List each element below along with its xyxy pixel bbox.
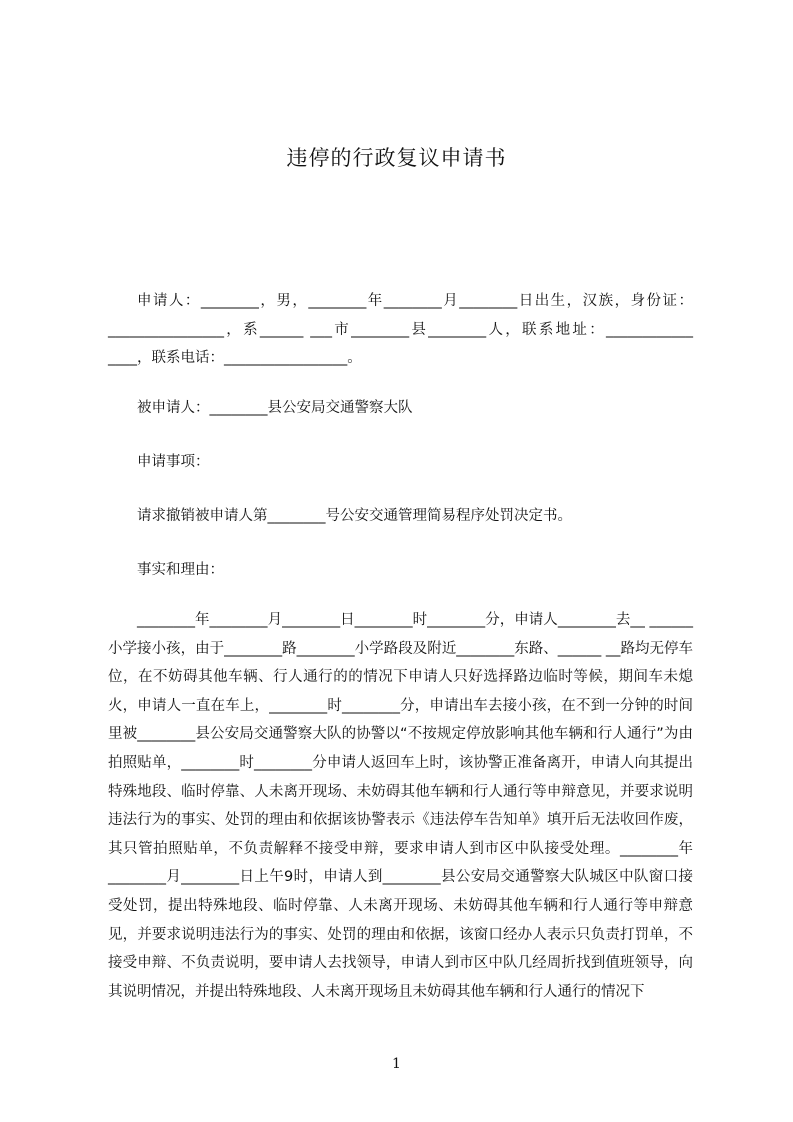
applicant-paragraph: 申请人：________，男，________年________月________日出生，汉族，身份证：________________，系______ ___市________县________人，联系地址：____________ ____，联系电话：_________________。 — [108, 293, 693, 367]
document-title: 违停的行政复议申请书 — [286, 146, 507, 170]
page-number: 1 — [392, 1056, 401, 1072]
facts-paragraph: ________年________月________日________时________分，申请人________去__ ______小学接小孩，由于________路________小学路段及附近________东路、______ __路均无停车位，在不妨碍其他车辆、行人通行的的情况下申请人只好选择路边临时等候，期间车未熄火，申请人一直在车上，________时________分，申请出车去接小孩，在不到一分钟的时间里被________县公安局交通警察大队的协警以“不按规定停放影响其他车辆和行人通行”为由拍照贴单，________时________分申请人返回车上时，该协警正准备离开，申请人向其提出特殊地段、临时停靠、人未离开现场、未妨碍其他车辆和行人通行等申辩意见，并要求说明违法行为的事实、处罚的理由和依据该协警表示《违法停车告知单》填开后无法收回作废，其只管拍照贴单，不负责解释不接受申辩，要求申请人到市区中队接受处理。________年________月________日上午9时，申请人到________县公安局交通警察大队城区中队窗口接受处罚，提出特殊地段、临时停靠、人未离开现场、未妨碍其他车辆和行人通行等申辩意见，并要求说明违法行为的事实、处罚的理由和依据，该窗口经办人表示只负责打罚单，不接受申辩、不负责说明，要申请人去找领导，申请人到市区中队几经周折找到值班领导，向其说明情况，并提出特殊地段、人未离开现场且未妨碍其他车辆和行人通行的情况下 — [108, 612, 693, 1000]
respondent-paragraph: 被申请人：________县公安局交通警察大队 — [137, 400, 413, 416]
request-paragraph: 请求撤销被申请人第________号公安交通管理简易程序处罚决定书。 — [137, 508, 572, 524]
matters-heading: 申请事项： — [137, 454, 210, 470]
facts-heading: 事实和理由： — [137, 562, 224, 578]
